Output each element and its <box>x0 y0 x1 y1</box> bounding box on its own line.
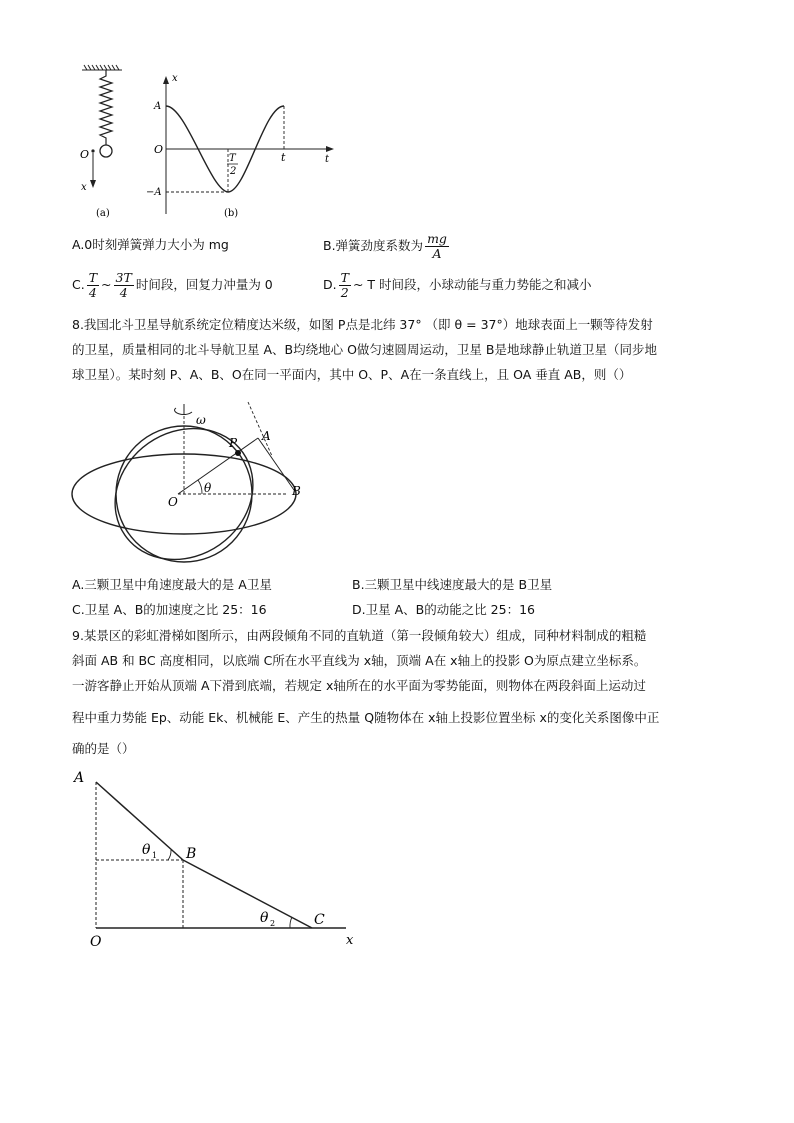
q8-stem-line1: 8.我国北斗卫星导航系统定位精度达米级，如图 P点是北纬 37° （即 θ = 37°）地球表面上一颗等待发射 <box>72 317 653 332</box>
slope-BC <box>183 860 312 928</box>
label-A-sat: A <box>262 429 271 443</box>
label-A-ramp: A <box>74 770 85 786</box>
label-C-ramp: C <box>314 912 325 928</box>
label-O-sat: O <box>168 495 178 509</box>
label-O-ramp: O <box>90 934 102 950</box>
label-theta1: θ <box>142 842 151 858</box>
q9-stem-line4: 程中重力势能 Ep、动能 Ek、机械能 E、产生的热量 Q随物体在 x轴上投影位置坐标 x的变化关系图像中正 <box>72 710 660 725</box>
q9-stem-line2: 斜面 AB 和 BC 高度相同，以底端 C所在水平直线为 x轴，顶端 A在 x轴上的投影 O为原点建立坐标系。 <box>72 653 647 668</box>
point-P <box>235 450 241 456</box>
q8-stem-line2: 的卫星，质量相同的北斗导航卫星 A、B均绕地心 O做匀速圆周运动，卫星 B是地球静止轨道卫星（同步地 <box>72 342 657 357</box>
spring <box>100 70 112 145</box>
label-omega: ω <box>196 413 206 427</box>
caption-b: (b) <box>224 208 239 219</box>
line-AB <box>258 438 294 490</box>
q8-option-c: C.卫星 A、B的加速度之比 25：16 <box>72 602 267 617</box>
label-B-sat: B <box>292 484 301 498</box>
label-x-graph: x <box>172 73 178 84</box>
q8-option-a: A.三颗卫星中角速度最大的是 A卫星 <box>72 577 272 592</box>
label-t-tick: t <box>281 151 286 164</box>
label-O-spring: O <box>80 148 90 161</box>
q7-option-b: B.弹簧劲度系数为 $\frac{mg}{A}$ <box>323 231 447 261</box>
q8-stem-line3: 球卫星）。某时刻 P、A、B、O在同一平面内，其中 O、P、A在一条直线上，且 OA 垂直 AB，则（） <box>72 367 632 382</box>
spring-oscillation-figure <box>70 62 340 224</box>
label-P: P <box>229 436 238 450</box>
ball <box>100 145 112 157</box>
label-O-graph: O <box>154 143 164 156</box>
q7-option-a: A.0时刻弹簧弹力大小为 mg <box>72 237 229 252</box>
fraction-mg-over-A: $\frac{mg}{A}$ <box>427 231 447 261</box>
satellite-orbit-figure <box>66 396 316 568</box>
label-theta-sat: θ <box>204 481 212 495</box>
label-theta2-sub: 2 <box>270 919 276 928</box>
q7-option-d: D. $\frac{T}{2}$ ~ T 时间段，小球动能与重力势能之和减小 <box>323 270 592 300</box>
q8-option-d: D.卫星 A、B的动能之比 25：16 <box>352 602 535 617</box>
label-2-half: 2 <box>230 166 237 177</box>
q9-stem-line1: 9.某景区的彩虹滑梯如图所示，由两段倾角不同的直轨道（第一段倾角较大）组成，同种材料制成的粗糙 <box>72 628 647 643</box>
caption-a: (a) <box>96 208 110 219</box>
slope-AB <box>96 782 183 860</box>
q9-stem-line5: 确的是（） <box>72 741 135 756</box>
label-B-ramp: B <box>186 846 197 862</box>
label-A-graph: A <box>154 101 162 112</box>
label-T-half: T <box>229 153 236 164</box>
ceiling-support <box>82 65 122 70</box>
label-theta1-sub: 1 <box>152 851 158 860</box>
q8-option-b: B.三颗卫星中线速度最大的是 B卫星 <box>352 577 553 592</box>
label-theta2: θ <box>260 910 269 926</box>
label-t-axis: t <box>325 154 330 165</box>
label-negA-graph: −A <box>146 187 162 198</box>
q7-option-c: C. $\frac{T}{4}$ ~ $\frac{3T}{4}$ 时间段，回复力冲量为 0 <box>72 270 273 300</box>
label-x-spring: x <box>81 182 87 193</box>
slide-ramp-figure <box>70 766 370 950</box>
label-x-ramp: x <box>346 933 354 948</box>
q9-stem-line3: 一游客静止开始从顶端 A下滑到底端，若规定 x轴所在的水平面为零势能面，则物体在两段斜面上运动过 <box>72 678 646 693</box>
